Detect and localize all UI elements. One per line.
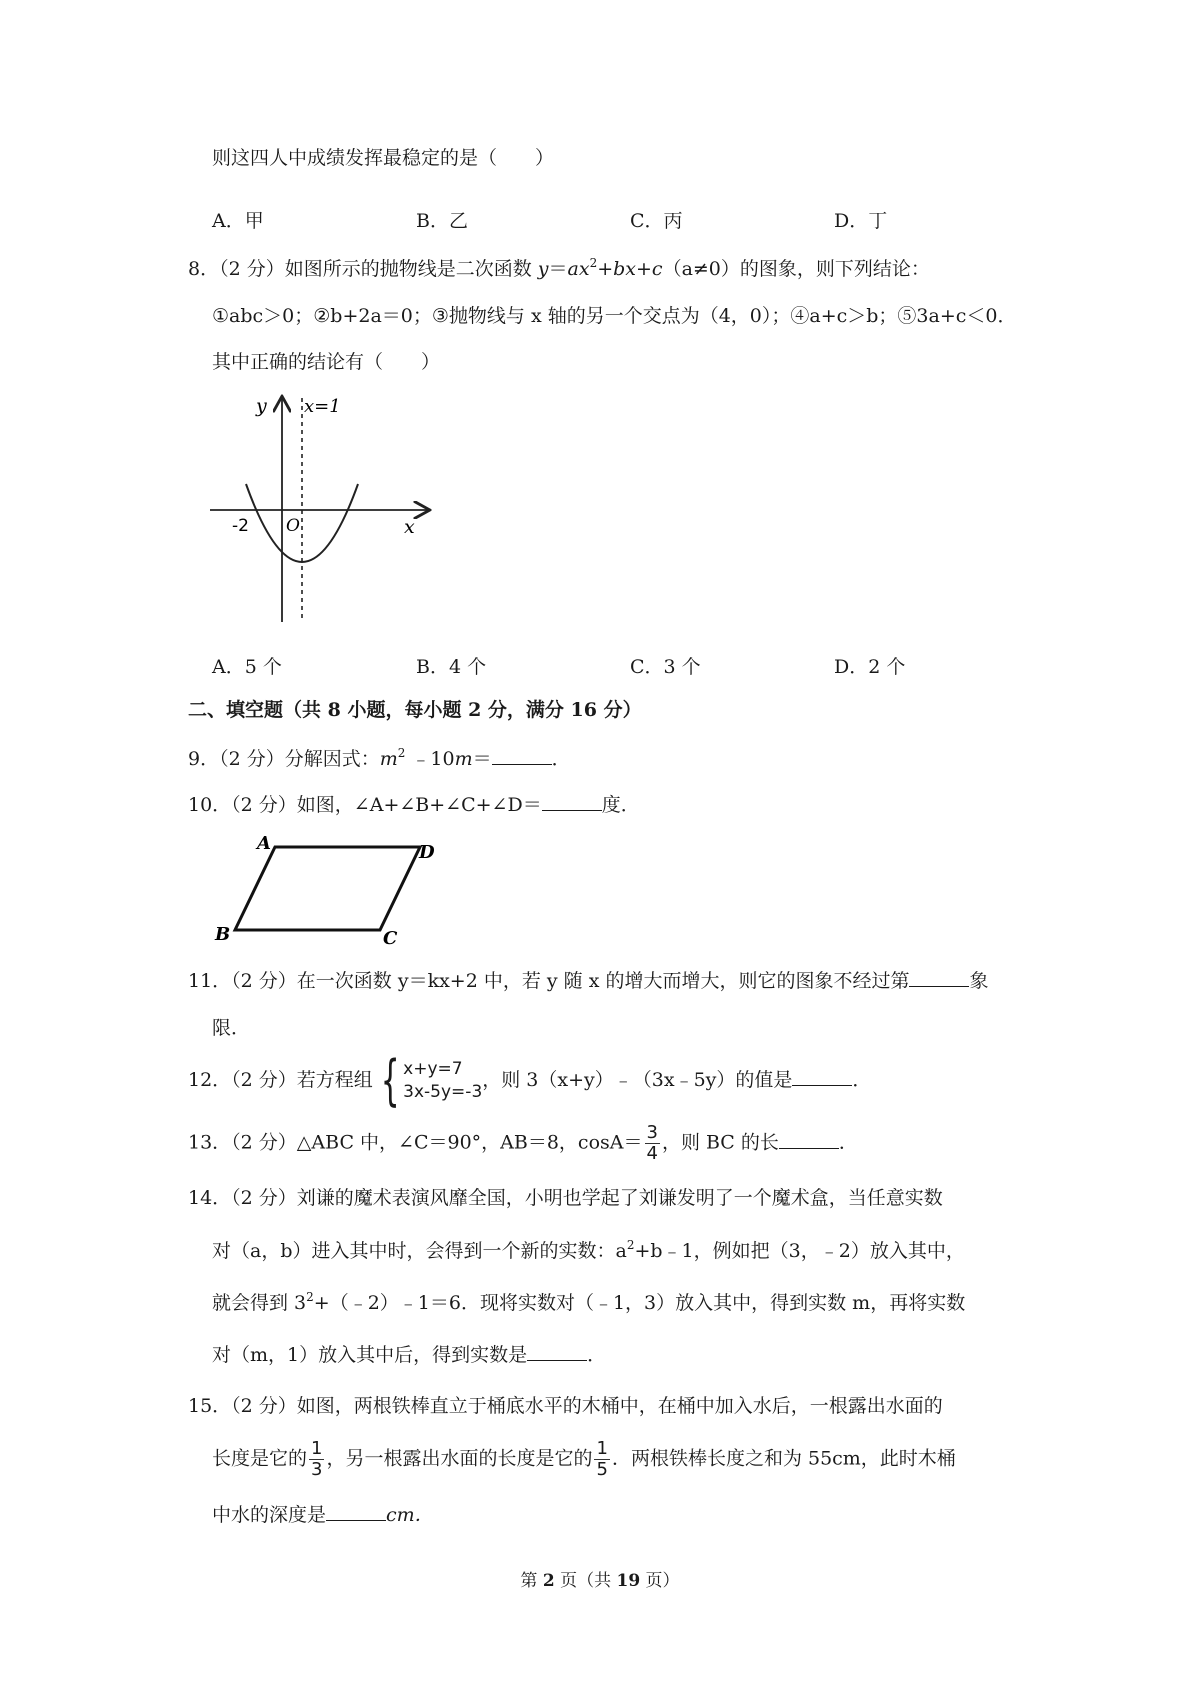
q8-option-c: C．3 个	[630, 656, 701, 678]
q10-answer-blank[interactable]	[542, 792, 602, 811]
q15-line2	[212, 1440, 956, 1479]
q14-line2a: 对（a，b）进入其中时，会得到一个新的实数：a	[212, 1240, 627, 1262]
q10-label-d: D	[419, 842, 435, 863]
q8-option-d: D．2 个	[834, 656, 906, 678]
q8-func-eq: ＝	[548, 258, 568, 280]
footer-total-pages: 19	[616, 1571, 641, 1591]
q11-line1-end: 象	[969, 970, 989, 992]
q15-f1-den: 3	[311, 1459, 323, 1480]
q9-exp: 2	[397, 746, 406, 760]
q14-line3b: +（﹣2）﹣1＝6．现将实数对（﹣1，3）放入其中，得到实数 m，再将实数	[313, 1292, 966, 1314]
q12-eq2: 3x-5y=-3	[403, 1082, 483, 1102]
q13-mid: ，则 BC 的长	[661, 1131, 779, 1154]
q8-line-label: x=1	[304, 396, 341, 417]
q8-neg2-label: -2	[232, 516, 249, 536]
q10-end: 度．	[601, 794, 640, 816]
q8-x-label: x	[404, 516, 415, 538]
q8-origin-label: O	[286, 516, 300, 536]
q15-f1-num: 1	[311, 1438, 323, 1459]
q9-rest: ﹣10	[405, 748, 455, 770]
q8-option-a: A．5 个	[212, 656, 282, 678]
footer-post: 页）	[640, 1571, 680, 1591]
q7-option-a: A．甲	[212, 210, 264, 232]
q14-line3a: 就会得到 3	[212, 1292, 307, 1314]
q9-eq: ＝	[472, 748, 492, 770]
q12-answer-blank[interactable]	[792, 1067, 852, 1086]
q14-line4b: ．	[587, 1344, 607, 1366]
q15-answer-blank[interactable]	[326, 1502, 386, 1521]
q9-end: ．	[551, 748, 571, 770]
q8-func-y: y	[537, 258, 549, 280]
q15-fraction-2	[594, 1440, 609, 1479]
q8-stem-line3: 其中正确的结论有（ ）	[212, 351, 441, 373]
q15-line2a: 长度是它的	[212, 1447, 308, 1470]
q12	[188, 1049, 872, 1112]
q13-num: 3	[646, 1122, 658, 1143]
q11-line2: 限．	[212, 1017, 251, 1039]
q14-line3	[212, 1290, 965, 1316]
q9-answer-blank[interactable]	[492, 746, 552, 765]
footer-mid: 页（共	[554, 1571, 617, 1591]
q8-parabola-graph	[200, 390, 440, 630]
q12-prefix: 12．（2 分）若方程组	[188, 1069, 373, 1091]
q14-line3-exp: 2	[306, 1290, 314, 1304]
q14-line4	[212, 1342, 606, 1368]
q11-answer-blank[interactable]	[909, 968, 969, 987]
q12-end: ．	[852, 1069, 872, 1091]
q9-prefix: 9．（2 分）分解因式：	[188, 748, 380, 770]
q7-stem-tail: 则这四人中成绩发挥最稳定的是（ ）	[212, 147, 555, 169]
q10-label-b: B	[215, 924, 231, 945]
q9	[188, 746, 571, 772]
q8-prefix: 8．（2 分）如图所示的抛物线是二次函数	[188, 258, 538, 280]
q14-line1: 14．（2 分）刘谦的魔术表演风靡全国，小明也学起了刘谦发明了一个魔术盒，当任意实数	[188, 1187, 943, 1209]
q8-y-label: y	[256, 395, 267, 417]
q8-stem-line2: ①abc＞0；②b+2a＝0；③抛物线与 x 轴的另一个交点为（4，0）；④a+c＞b；⑤3a+c＜0．	[212, 305, 1017, 327]
q15-line3b: cm．	[386, 1504, 434, 1526]
q8-option-b: B．4 个	[416, 656, 487, 678]
q10-text: 10．（2 分）如图，∠A+∠B+∠C+∠D＝	[188, 794, 542, 816]
q10-label-c: C	[383, 928, 398, 949]
q15-f2-num: 1	[596, 1438, 608, 1459]
q14-line2b: +b﹣1，例如把（3，﹣2）放入其中，	[634, 1240, 965, 1262]
q13-fraction	[645, 1124, 660, 1163]
q10-parallelogram	[235, 847, 420, 930]
q13	[188, 1124, 858, 1163]
q14-line2	[212, 1238, 965, 1264]
q9-m: m	[379, 748, 398, 770]
q7-option-b: B．乙	[416, 210, 468, 232]
q15-line1: 15．（2 分）如图，两根铁棒直立于桶底水平的木桶中，在桶中加入水后，一根露出水面的	[188, 1395, 943, 1417]
page-footer	[0, 1566, 1200, 1591]
q12-equation-system	[373, 1049, 483, 1112]
q15-fraction-1	[309, 1440, 324, 1479]
q8-stem-line1	[188, 256, 930, 282]
q10	[188, 792, 640, 818]
q12-mid: ，则 3（x+y）﹣（3x﹣5y）的值是	[482, 1069, 793, 1091]
q15-line3	[212, 1502, 434, 1528]
q15-f2-den: 5	[596, 1459, 608, 1480]
q14-answer-blank[interactable]	[527, 1342, 587, 1361]
q7-option-c: C．丙	[630, 210, 683, 232]
q10-label-a: A	[257, 833, 271, 854]
q15-line3a: 中水的深度是	[212, 1504, 327, 1526]
q12-eq1: x+y=7	[403, 1059, 463, 1080]
q12-brace: {	[380, 1049, 400, 1112]
q7-option-d: D．丁	[834, 210, 888, 232]
q11-line1	[188, 968, 988, 994]
q15-line2c: ．两根铁棒长度之和为 55cm，此时木桶	[611, 1447, 956, 1470]
q8-func-a: ax	[567, 258, 590, 280]
q11-text: 11．（2 分）在一次函数 y＝kx+2 中，若 y 随 x 的增大而增大，则它的图象不经过第	[188, 970, 910, 992]
q15-line2b: ，另一根露出水面的长度是它的	[326, 1447, 593, 1470]
q8-func-exp: 2	[589, 256, 598, 270]
q8-func-rest: +bx+c	[597, 258, 663, 280]
q14-line4a: 对（m，1）放入其中后，得到实数是	[212, 1344, 528, 1366]
q9-m2: m	[454, 748, 473, 770]
q13-end: ．	[838, 1131, 858, 1154]
footer-pre: 第	[520, 1571, 543, 1591]
footer-page-number: 2	[542, 1571, 555, 1591]
q13-prefix: 13．（2 分）△ABC 中，∠C＝90°，AB＝8，cosA＝	[188, 1131, 643, 1154]
q10-parallelogram-figure	[205, 832, 445, 952]
q13-den: 4	[646, 1143, 658, 1164]
section-2-title: 二、填空题（共 8 小题，每小题 2 分，满分 16 分）	[188, 699, 642, 721]
q13-answer-blank[interactable]	[779, 1130, 839, 1149]
q8-func-cond: （a≠0）的图象，则下列结论：	[662, 258, 930, 280]
q14-line2-exp: 2	[626, 1238, 635, 1252]
